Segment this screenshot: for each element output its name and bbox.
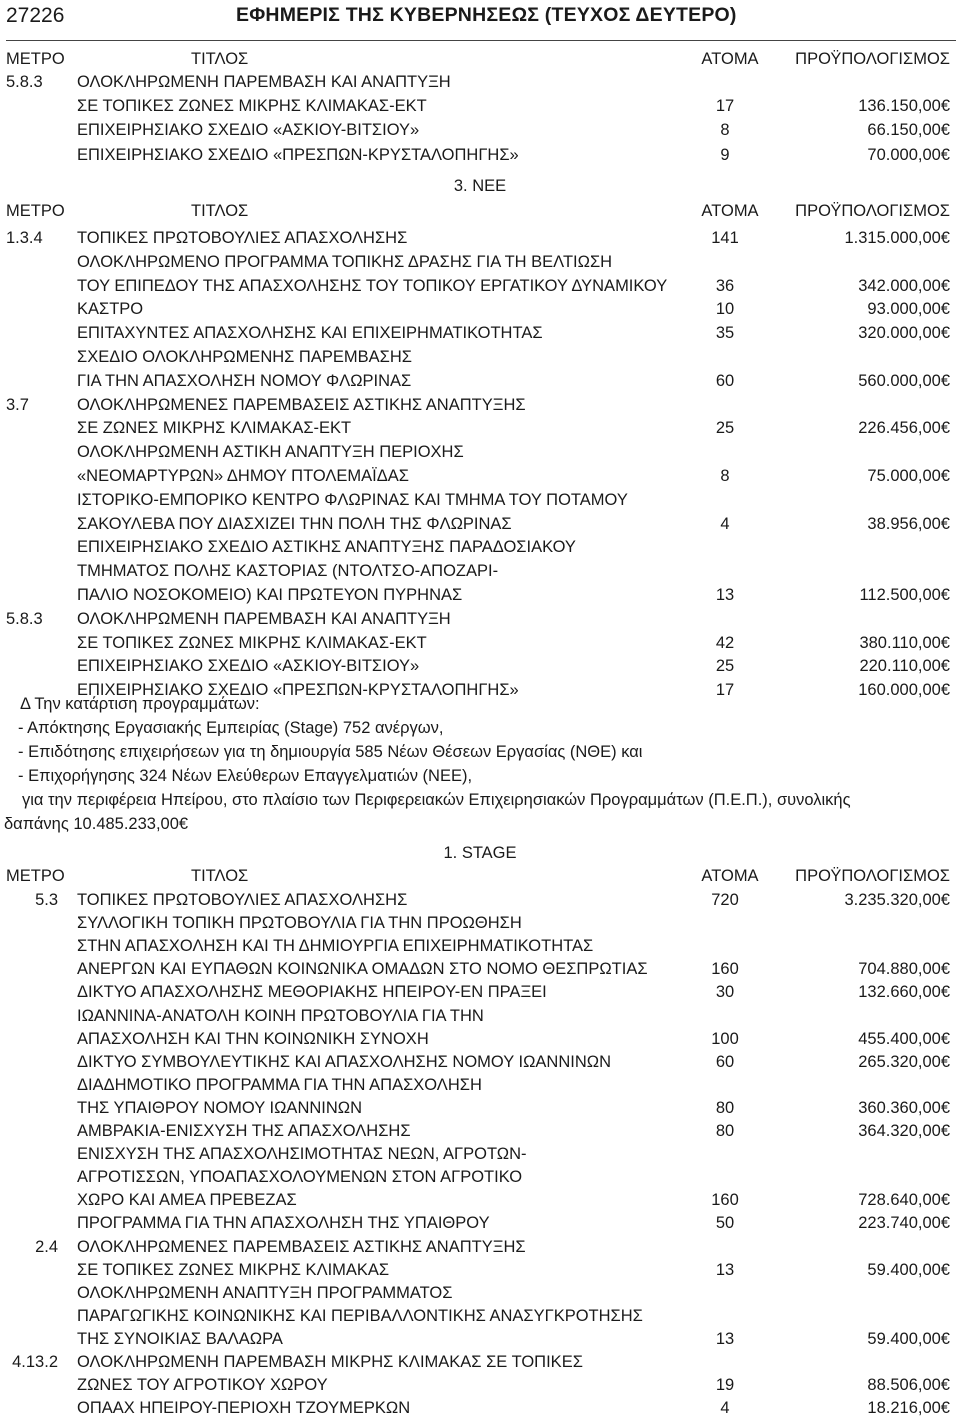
table-row: [0, 958, 960, 981]
row-title: ΟΠΑΑΧ ΗΠΕΙΡΟΥ-ΠΕΡΙΟΧΗ ΤΖΟΥΜΕΡΚΩΝ: [77, 1399, 411, 1418]
table-row: [0, 912, 960, 935]
table-row: [0, 95, 960, 118]
table-row: [0, 632, 960, 655]
table-row: [0, 1259, 960, 1282]
row-budget: 380.110,00€: [859, 633, 950, 652]
section-title: 3. ΝΕΕ: [453, 177, 507, 195]
gazette-title: ΕΦΗΜΕΡΙΣ ΤΗΣ ΚΥΒΕΡΝΗΣΕΩΣ (ΤΕΥΧΟΣ ΔΕΥΤΕΡΟ): [236, 4, 737, 26]
row-title: ΠΑΡΑΓΩΓΙΚΗΣ ΚΟΙΝΩΝΙΚΗΣ ΚΑΙ ΠΕΡΙΒΑΛΛΟΝΤΙΚΗΣ ΑΝΑΣΥΓΚΡΟΤΗΣΗΣ: [77, 1306, 643, 1325]
row-persons: 35: [715, 324, 735, 343]
row-persons: 8: [720, 467, 730, 485]
row-title: ΣΧΕΔΙΟ ΟΛΟΚΛΗΡΩΜΕΝΗΣ ΠΑΡΕΜΒΑΣΗΣ: [77, 348, 412, 366]
column-header-persons: ΑΤΟΜΑ: [701, 50, 759, 68]
row-title: ΕΠΙΧΕΙΡΗΣΙΑΚΟ ΣΧΕΔΙΟ «ΠΡΕΣΠΩΝ-ΚΡΥΣΤΑΛΟΠΗΓΗΣ»: [77, 681, 519, 700]
row-title: ΑΝΕΡΓΩΝ ΚΑΙ ΕΥΠΑΘΩΝ ΚΟΙΝΩΝΙΚΑ ΟΜΑΔΩΝ ΣΤΟ ΝΟΜΟ ΘΕΣΠΡΩΤΙΑΣ: [77, 960, 648, 979]
column-header-title: ΤΙΤΛΟΣ: [191, 50, 249, 68]
table-row: [0, 1028, 960, 1051]
measure-code: 4.13.2: [12, 1353, 58, 1371]
table-row: [0, 322, 960, 345]
row-budget: 220.110,00€: [859, 657, 950, 676]
row-title: ΤΟΠΙΚΕΣ ΠΡΩΤΟΒΟΥΛΙΕΣ ΑΠΑΣΧΟΛΗΣΗΣ: [77, 891, 408, 909]
row-title: ΟΛΟΚΛΗΡΩΜΕΝΗ ΠΑΡΕΜΒΑΣΗ ΚΑΙ ΑΝΑΠΤΥΞΗ: [77, 609, 451, 628]
paragraph-line: [0, 789, 960, 812]
column-header-budget: ΠΡΟΫΠΟΛΟΓΙΣΜΟΣ: [795, 202, 950, 220]
table-row: [0, 1074, 960, 1097]
row-budget: 88.506,00€: [867, 1376, 950, 1395]
column-header-persons: ΑΤΟΜΑ: [701, 867, 759, 885]
table-row: [0, 370, 960, 393]
row-budget: 223.740,00€: [858, 1214, 950, 1233]
row-persons: 50: [715, 1214, 735, 1233]
table-row: [0, 465, 960, 488]
row-title: ΕΠΙΧΕΙΡΗΣΙΑΚΟ ΣΧΕΔΙΟ «ΠΡΕΣΠΩΝ-ΚΡΥΣΤΑΛΟΠΗΓΗΣ»: [77, 146, 519, 164]
table-row: [0, 1143, 960, 1166]
table-row: [0, 489, 960, 512]
section-title: 1. STAGE: [443, 844, 517, 862]
table-row: [0, 1189, 960, 1212]
measure-code: 5.8.3: [6, 73, 43, 91]
row-title: ΑΜΒΡΑΚΙΑ-ΕΝΙΣΧΥΣΗ ΤΗΣ ΑΠΑΣΧΟΛΗΣΗΣ: [77, 1122, 411, 1140]
row-budget: 3.235.320,00€: [844, 891, 950, 909]
page-number: 27226: [6, 4, 65, 27]
paragraph-line: [0, 693, 960, 716]
row-title: ΣΤΗΝ ΑΠΑΣΧΟΛΗΣΗ ΚΑΙ ΤΗ ΔΗΜΙΟΥΡΓΙΑ ΕΠΙΧΕΙΡΗΜΑΤΙΚΟΤΗΤΑΣ: [77, 937, 594, 956]
table-row: [0, 1397, 960, 1420]
table-row: [0, 513, 960, 536]
row-budget: 265.320,00€: [858, 1052, 950, 1071]
row-title: ΟΛΟΚΛΗΡΩΜΕΝΗ ΑΣΤΙΚΗ ΑΝΑΠΤΥΞΗ ΠΕΡΙΟΧΗΣ: [77, 443, 464, 462]
row-title: ΠΡΟΓΡΑΜΜΑ ΓΙΑ ΤΗΝ ΑΠΑΣΧΟΛΗΣΗ ΤΗΣ ΥΠΑΙΘΡΟΥ: [77, 1214, 490, 1233]
page-header: [6, 0, 956, 41]
row-title: ΣΑΚΟΥΛΕΒΑ ΠΟΥ ΔΙΑΣΧΙΖΕΙ ΤΗΝ ΠΟΛΗ ΤΗΣ ΦΛΩΡΙΝΑΣ: [77, 514, 512, 533]
table-row: [0, 1351, 960, 1374]
row-title: ΕΠΙΤΑΧΥΝΤΕΣ ΑΠΑΣΧΟΛΗΣΗΣ ΚΑΙ ΕΠΙΧΕΙΡΗΜΑΤΙΚΟΤΗΤΑΣ: [77, 324, 543, 343]
table-row: [0, 1212, 960, 1235]
table-row: [0, 275, 960, 298]
row-persons: 25: [715, 419, 735, 438]
paragraph-text: δαπάνης 10.485.233,00€: [4, 815, 189, 833]
row-budget: 18.216,00€: [867, 1399, 950, 1418]
table-row: [0, 119, 960, 142]
row-title: ΔΙΚΤΥΟ ΑΠΑΣΧΟΛΗΣΗΣ ΜΕΘΟΡΙΑΚΗΣ ΗΠΕΙΡΟΥ-ΕΝ ΠΡΑΞΕΙ: [77, 983, 547, 1002]
row-title: ΕΠΙΧΕΙΡΗΣΙΑΚΟ ΣΧΕΔΙΟ ΑΣΤΙΚΗΣ ΑΝΑΠΤΥΞΗΣ ΠΑΡΑΔΟΣΙΑΚΟΥ: [77, 538, 576, 557]
table-row: [0, 1374, 960, 1397]
paragraph-text: - Επιχορήγησης 324 Νέων Ελεύθερων Επαγγελματιών (ΝΕΕ),: [18, 767, 473, 785]
row-budget: 728.640,00€: [858, 1191, 950, 1210]
column-header-measure: ΜΕΤΡΟ: [6, 50, 65, 68]
row-title: ΠΑΛΙΟ ΝΟΣΟΚΟΜΕΙΟ) ΚΑΙ ΠΡΩΤΕΥΟΝ ΠΥΡΗΝΑΣ: [77, 586, 463, 604]
row-title: ΖΩΝΕΣ ΤΟΥ ΑΓΡΟΤΙΚΟΥ ΧΩΡΟΥ: [77, 1376, 328, 1395]
row-persons: 30: [715, 983, 735, 1002]
row-title: ΤΗΣ ΣΥΝΟΙΚΙΑΣ ΒΑΛΑΩΡΑ: [77, 1329, 283, 1348]
table-row: [0, 251, 960, 274]
table-row: [0, 584, 960, 607]
row-title: ΧΩΡΟ ΚΑΙ ΑΜΕΑ ΠΡΕΒΕΖΑΣ: [77, 1191, 297, 1210]
column-header-title: ΤΙΤΛΟΣ: [191, 202, 249, 220]
paragraph-text: Δ Την κατάρτιση προγραμμάτων:: [20, 695, 260, 713]
row-title: ΣΕ ΤΟΠΙΚΕΣ ΖΩΝΕΣ ΜΙΚΡΗΣ ΚΛΙΜΑΚΑΣ-ΕΚΤ: [77, 97, 427, 115]
table-row: [0, 1005, 960, 1028]
row-title: ΟΛΟΚΛΗΡΩΜΕΝΗ ΑΝΑΠΤΥΞΗ ΠΡΟΓΡΑΜΜΑΤΟΣ: [77, 1283, 453, 1302]
row-budget: 364.320,00€: [858, 1122, 950, 1140]
row-persons: 60: [715, 1052, 735, 1071]
table-row: [0, 1051, 960, 1074]
row-title: «ΝΕΟΜΑΡΤΥΡΩΝ» ΔΗΜΟΥ ΠΤΟΛΕΜΑΪΔΑΣ: [77, 467, 409, 485]
row-title: ΤΟΠΙΚΕΣ ΠΡΩΤΟΒΟΥΛΙΕΣ ΑΠΑΣΧΟΛΗΣΗΣ: [77, 229, 408, 247]
table-row: [0, 1328, 960, 1351]
column-header-measure: ΜΕΤΡΟ: [6, 202, 65, 220]
row-persons: 36: [715, 276, 735, 295]
paragraph-line: [0, 765, 960, 788]
row-persons: 17: [715, 681, 735, 700]
row-budget: 1.315.000,00€: [844, 229, 950, 247]
row-persons: 8: [720, 121, 730, 139]
table-row: [0, 298, 960, 321]
row-budget: 136.150,00€: [858, 97, 950, 115]
row-budget: 226.456,00€: [858, 419, 950, 438]
row-budget: 66.150,00€: [867, 121, 950, 139]
table-row: [0, 889, 960, 912]
column-header-measure: ΜΕΤΡΟ: [6, 867, 65, 885]
table-row: [0, 1097, 960, 1120]
row-persons: 80: [715, 1122, 735, 1140]
table-row: [0, 1120, 960, 1143]
row-title: ΔΙΑΔΗΜΟΤΙΚΟ ΠΡΟΓΡΑΜΜΑ ΓΙΑ ΤΗΝ ΑΠΑΣΧΟΛΗΣΗ: [77, 1075, 482, 1094]
measure-code: 5.3: [35, 891, 58, 909]
row-budget: 704.880,00€: [858, 960, 950, 979]
column-header-persons: ΑΤΟΜΑ: [701, 202, 759, 220]
table-row: [0, 608, 960, 631]
row-budget: 93.000,00€: [867, 300, 950, 319]
row-title: ΕΠΙΧΕΙΡΗΣΙΑΚΟ ΣΧΕΔΙΟ «ΑΣΚΙΟΥ-ΒΙΤΣΙΟΥ»: [77, 121, 420, 139]
row-title: ΤΜΗΜΑΤΟΣ ΠΟΛΗΣ ΚΑΣΤΟΡΙΑΣ (ΝΤΟΛΤΣΟ-ΑΠΟΖΑΡΙ-: [77, 562, 499, 581]
row-persons: 80: [715, 1098, 735, 1117]
column-header-row: [0, 865, 960, 888]
measure-code: 5.8.3: [6, 609, 43, 628]
row-persons: 720: [711, 891, 739, 909]
table-row: [0, 560, 960, 583]
row-title: ΑΓΡΟΤΙΣΣΩΝ, ΥΠΟΑΠΑΣΧΟΛΟΥΜΕΝΩΝ ΣΤΟΝ ΑΓΡΟΤΙΚΟ: [77, 1168, 523, 1187]
row-budget: 59.400,00€: [867, 1329, 950, 1348]
column-header-budget: ΠΡΟΫΠΟΛΟΓΙΣΜΟΣ: [795, 50, 950, 68]
row-title: ΣΕ ΤΟΠΙΚΕΣ ΖΩΝΕΣ ΜΙΚΡΗΣ ΚΛΙΜΑΚΑΣ: [77, 1260, 390, 1279]
row-budget: 320.000,00€: [858, 324, 950, 343]
row-title: ΚΑΣΤΡΟ: [77, 300, 144, 319]
table-row: [0, 346, 960, 369]
paragraph-line: [0, 717, 960, 740]
table-row: [0, 1282, 960, 1305]
row-budget: 112.500,00€: [859, 586, 950, 604]
section-heading: [0, 175, 960, 198]
row-title: ΤΗΣ ΥΠΑΙΘΡΟΥ ΝΟΜΟΥ ΙΩΑΝΝΙΝΩΝ: [77, 1098, 363, 1117]
row-persons: 19: [715, 1376, 735, 1395]
row-title: ΟΛΟΚΛΗΡΩΜΕΝΗ ΠΑΡΕΜΒΑΣΗ ΜΙΚΡΗΣ ΚΛΙΜΑΚΑΣ ΣΕ ΤΟΠΙΚΕΣ: [77, 1353, 583, 1371]
row-persons: 17: [715, 97, 735, 115]
row-title: ΟΛΟΚΛΗΡΩΜΕΝΕΣ ΠΑΡΕΜΒΑΣΕΙΣ ΑΣΤΙΚΗΣ ΑΝΑΠΤΥΞΗΣ: [77, 1237, 526, 1256]
table-row: [0, 227, 960, 250]
measure-code: 3.7: [6, 395, 29, 414]
row-title: ΤΟΥ ΕΠΙΠΕΔΟΥ ΤΗΣ ΑΠΑΣΧΟΛΗΣΗΣ ΤΟΥ ΤΟΠΙΚΟΥ ΕΡΓΑΤΙΚΟΥ ΔΥΝΑΜΙΚΟΥ: [77, 276, 668, 295]
table-row: [0, 144, 960, 167]
table-row: [0, 981, 960, 1004]
row-persons: 100: [711, 1029, 739, 1048]
row-title: ΑΠΑΣΧΟΛΗΣΗ ΚΑΙ ΤΗΝ ΚΟΙΝΩΝΙΚΗ ΣΥΝΟΧΗ: [77, 1029, 429, 1048]
table-row: [0, 1166, 960, 1189]
row-title: ΓΙΑ ΤΗΝ ΑΠΑΣΧΟΛΗΣΗ ΝΟΜΟΥ ΦΛΩΡΙΝΑΣ: [77, 371, 412, 390]
table-row: [0, 71, 960, 94]
row-persons: 160: [711, 1191, 739, 1210]
row-title: ΙΩΑΝΝΙΝΑ-ΑΝΑΤΟΛΗ ΚΟΙΝΗ ΠΡΩΤΟΒΟΥΛΙΑ ΓΙΑ ΤΗΝ: [77, 1006, 484, 1025]
paragraph-line: [0, 741, 960, 764]
table-row: [0, 394, 960, 417]
column-header-budget: ΠΡΟΫΠΟΛΟΓΙΣΜΟΣ: [795, 867, 950, 885]
table-row: [0, 935, 960, 958]
column-header-row: [0, 200, 960, 223]
row-budget: 360.360,00€: [858, 1098, 950, 1117]
row-budget: 70.000,00€: [867, 146, 950, 164]
row-budget: 160.000,00€: [858, 681, 950, 700]
row-persons: 9: [720, 146, 730, 164]
row-title: ΕΠΙΧΕΙΡΗΣΙΑΚΟ ΣΧΕΔΙΟ «ΑΣΚΙΟΥ-ΒΙΤΣΙΟΥ»: [77, 657, 420, 676]
row-persons: 25: [715, 657, 735, 676]
row-budget: 75.000,00€: [867, 467, 950, 485]
row-persons: 42: [715, 633, 735, 652]
row-budget: 560.000,00€: [858, 371, 950, 390]
row-title: ΣΕ ΖΩΝΕΣ ΜΙΚΡΗΣ ΚΛΙΜΑΚΑΣ-ΕΚΤ: [77, 419, 352, 438]
row-persons: 13: [715, 1260, 735, 1279]
row-persons: 10: [715, 300, 735, 319]
row-title: ΣΥΛΛΟΓΙΚΗ ΤΟΠΙΚΗ ΠΡΩΤΟΒΟΥΛΙΑ ΓΙΑ ΤΗΝ ΠΡΟΩΘΗΣΗ: [77, 914, 522, 933]
row-persons: 4: [720, 514, 730, 533]
column-header-row: [0, 48, 960, 71]
table-row: [0, 655, 960, 678]
paragraph-text: για την περιφέρεια Ηπείρου, στο πλαίσιο των Περιφερειακών Επιχειρησιακών Προγραμμάτων (Π.Ε.Π.), συνολικής: [22, 791, 851, 809]
row-budget: 132.660,00€: [858, 983, 950, 1002]
row-title: ΔΙΚΤΥΟ ΣΥΜΒΟΥΛΕΥΤΙΚΗΣ ΚΑΙ ΑΠΑΣΧΟΛΗΣΗΣ ΝΟΜΟΥ ΙΩΑΝΝΙΝΩΝ: [77, 1052, 611, 1071]
row-budget: 455.400,00€: [858, 1029, 950, 1048]
row-persons: 13: [715, 586, 735, 604]
row-title: ΕΝΙΣΧΥΣΗ ΤΗΣ ΑΠΑΣΧΟΛΗΣΙΜΟΤΗΤΑΣ ΝΕΩΝ, ΑΓΡΟΤΩΝ-: [77, 1145, 527, 1164]
row-title: ΟΛΟΚΛΗΡΩΜΕΝΗ ΠΑΡΕΜΒΑΣΗ ΚΑΙ ΑΝΑΠΤΥΞΗ: [77, 73, 451, 91]
table-row: [0, 1236, 960, 1259]
row-persons: 13: [715, 1329, 735, 1348]
paragraph-line: [0, 813, 960, 836]
measure-code: 1.3.4: [6, 229, 43, 247]
paragraph-text: - Απόκτησης Εργασιακής Εμπειρίας (Stage) 752 ανέργων,: [18, 719, 444, 737]
measure-code: 2.4: [35, 1237, 58, 1256]
table-row: [0, 1305, 960, 1328]
row-persons: 160: [711, 960, 739, 979]
row-title: ΙΣΤΟΡΙΚΟ-ΕΜΠΟΡΙΚΟ ΚΕΝΤΡΟ ΦΛΩΡΙΝΑΣ ΚΑΙ ΤΜΗΜΑ ΤΟΥ ΠΟΤΑΜΟΥ: [77, 490, 628, 509]
row-budget: 59.400,00€: [867, 1260, 950, 1279]
row-title: ΣΕ ΤΟΠΙΚΕΣ ΖΩΝΕΣ ΜΙΚΡΗΣ ΚΛΙΜΑΚΑΣ-ΕΚΤ: [77, 633, 427, 652]
row-persons: 141: [711, 229, 739, 247]
row-budget: 38.956,00€: [867, 514, 950, 533]
row-title: ΟΛΟΚΛΗΡΩΜΕΝΕΣ ΠΑΡΕΜΒΑΣΕΙΣ ΑΣΤΙΚΗΣ ΑΝΑΠΤΥΞΗΣ: [77, 395, 526, 414]
row-title: ΟΛΟΚΛΗΡΩΜΕΝΟ ΠΡΟΓΡΑΜΜΑ ΤΟΠΙΚΗΣ ΔΡΑΣΗΣ ΓΙΑ ΤΗ ΒΕΛΤΙΩΣΗ: [77, 252, 613, 271]
row-persons: 4: [720, 1399, 730, 1418]
paragraph-text: - Επιδότησης επιχειρήσεων για τη δημιουργία 585 Νέων Θέσεων Εργασίας (ΝΘΕ) και: [18, 743, 643, 761]
table-row: [0, 441, 960, 464]
table-row: [0, 417, 960, 440]
table-row: [0, 536, 960, 559]
row-budget: 342.000,00€: [858, 276, 950, 295]
section-heading: [0, 842, 960, 865]
row-persons: 60: [715, 371, 735, 390]
column-header-title: ΤΙΤΛΟΣ: [191, 867, 249, 885]
